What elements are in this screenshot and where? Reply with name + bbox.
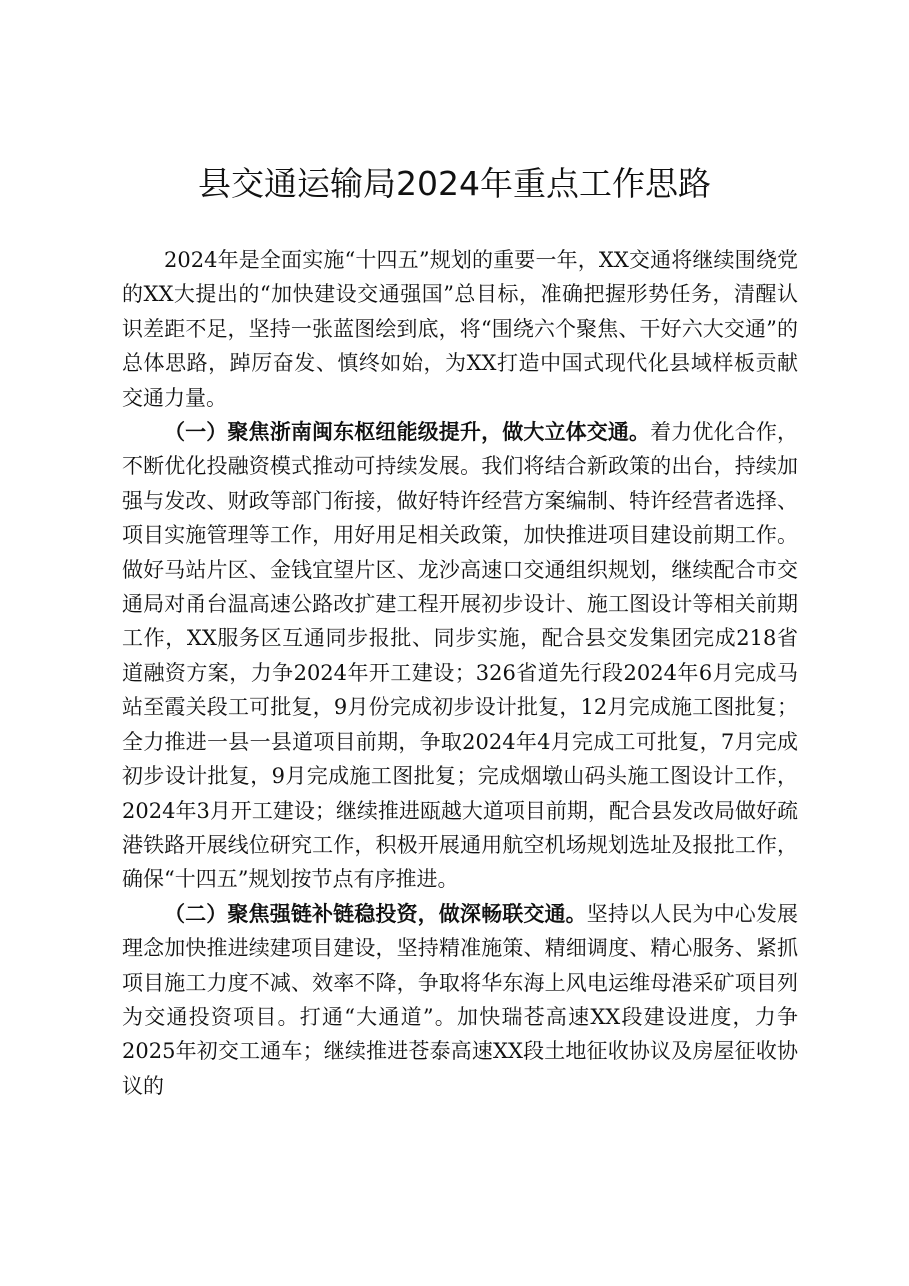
section-1-body: 着力优化合作，不断优化投融资模式推动可持续发展。我们将结合新政策的出台，持续加强与发改、财政等部门衔接，做好特许经营方案编制、特许经营者选择、项目实施管理等工作，用好用足相关政策，加快推进项目建设前期工作。做好马站片区、金钱宜望片区、龙沙高速口交通组织规划，继续配合市交通局对甬台温高速公路改扩建工程开展初步设计、施工图设计等相关前期工作，XX服务区互通同步报批、同步实施，配合县交发集团完成218省道融资方案，力争2024年开工建设；326省道先行段2024年6月完成马站至霞关段工可批复，9月份完成初步设计批复，12月完成施工图批复；全力推进一县一县道项目前期，争取2024年4月完成工可批复，7月完成初步设计批复，9月完成施工图批复；完成烟墩山码头施工图设计工作，2024年3月开工建设；继续推进瓯越大道项目前期，配合县发改局做好疏港铁路开展线位研究工作，积极开展通用航空机场规划选址及报批工作，确保“十四五”规划按节点有序推进。 [122,420,798,892]
document-body [122,243,798,1103]
section-1-heading: （一）聚焦浙南闽东枢纽能级提升，做大立体交通。 [164,419,651,445]
section-2-paragraph [122,897,798,1103]
section-1-paragraph [122,415,798,897]
section-2-heading: （二）聚焦强链补链稳投资，做深畅联交通。 [164,900,587,926]
intro-paragraph: 2024年是全面实施“十四五”规划的重要一年，XX交通将继续围绕党的XX大提出的“加快建设交通强国”总目标，准确把握形势任务，清醒认识差距不足，坚持一张蓝图绘到底，将“围绕六个聚焦、干好六大交通”的总体思路，踔厉奋发、慎终如始，为XX打造中国式现代化县域样板贡献交通力量。 [122,248,798,410]
document-title: 县交通运输局2024年重点工作思路 [198,164,711,203]
section-2-body: 坚持以人民为中心发展理念加快推进续建项目建设，坚持精准施策、精细调度、精心服务、紧抓项目施工力度不减、效率不降，争取将华东海上风电运维母港采矿项目列为交通投资项目。打通“大通道”。加快瑞苍高速XX段建设进度，力争2025年初交工通车；继续推进苍泰高速XX段土地征收协议及房屋征收协议的 [122,901,799,1098]
